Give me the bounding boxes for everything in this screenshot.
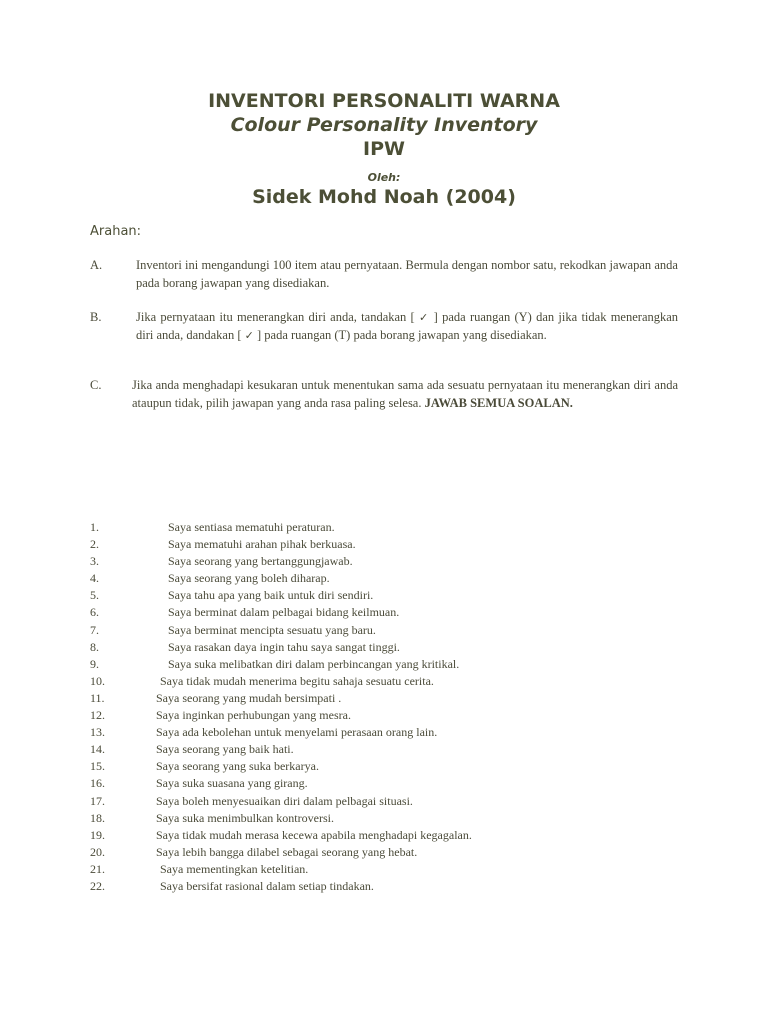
instruction-a-text: Inventori ini mengandungi 100 item atau pernyataan. Bermula dengan nombor satu, rekodkan jawapan anda pada borang jawapan yang disediakan. xyxy=(136,258,678,290)
instruction-b-part2: ] pada ruangan (Y) dan jika tidak menerangkan diri anda, dandakan [ xyxy=(136,310,679,342)
item-number: 13. xyxy=(90,725,105,740)
item-number: 11. xyxy=(90,690,105,705)
instruction-b-letter: B. xyxy=(90,310,102,324)
item-text: Saya suka melibatkan diri dalam perbincangan yang kritikal. xyxy=(168,656,460,671)
title-english: Colour Personality Inventory xyxy=(230,114,538,136)
item-text: Saya rasakan daya ingin tahu saya sangat tinggi. xyxy=(168,639,400,654)
item-text: Saya suka suasana yang girang. xyxy=(156,776,308,791)
instruction-b-part3: ] pada ruangan (T) pada borang jawapan yang disediakan. xyxy=(256,327,547,342)
instruction-b-part1: Jika pernyataan itu menerangkan diri anda, tandakan [ xyxy=(136,310,415,324)
item-number: 9. xyxy=(90,656,99,671)
item-text: Saya seorang yang boleh diharap. xyxy=(168,571,330,586)
item-text: Saya seorang yang baik hati. xyxy=(156,742,294,757)
instruction-c-letter: C. xyxy=(90,378,102,392)
checkmark-icon: ✓ xyxy=(419,311,430,324)
instruction-c-emphasis: JAWAB SEMUA SOALAN. xyxy=(424,395,573,410)
instructions-heading: Arahan: xyxy=(90,224,142,239)
item-text: Saya boleh menyesuaikan diri dalam pelbagai situasi. xyxy=(156,793,413,808)
item-number: 15. xyxy=(90,759,105,774)
item-number: 8. xyxy=(90,639,99,654)
item-number: 2. xyxy=(90,537,99,552)
item-text: Saya berminat mencipta sesuatu yang baru. xyxy=(168,622,376,637)
item-text: Saya sentiasa mematuhi peraturan. xyxy=(168,520,335,534)
item-text: Saya tidak mudah merasa kecewa apabila menghadapi kegagalan. xyxy=(156,827,472,842)
item-text: Saya seorang yang bertanggungjawab. xyxy=(168,554,353,569)
item-text: Saya tahu apa yang baik untuk diri sendiri. xyxy=(168,588,374,603)
item-number: 7. xyxy=(90,622,99,637)
item-text: Saya seorang yang suka berkarya. xyxy=(156,759,319,774)
instruction-a-letter: A. xyxy=(90,258,103,272)
instruction-a xyxy=(90,257,678,292)
item-number: 21. xyxy=(90,861,105,876)
instruction-c-main: Jika anda menghadapi kesukaran untuk menentukan sama ada sesuatu pernyataan itu menerangkan diri anda ataupun tidak, pilih jawapan yang anda rasa paling selesa. xyxy=(132,378,678,410)
item-number: 10. xyxy=(90,673,105,688)
item-text: Saya tidak mudah menerima begitu sahaja sesuatu cerita. xyxy=(160,673,434,688)
author: Sidek Mohd Noah (2004) xyxy=(252,186,516,208)
item-text: Saya ada kebolehan untuk menyelami perasaan orang lain. xyxy=(156,725,438,740)
item-number: 4. xyxy=(90,571,99,586)
item-text: Saya lebih bangga dilabel sebagai seorang yang hebat. xyxy=(156,844,418,859)
by-label: Oleh: xyxy=(367,171,401,184)
instruction-c-text xyxy=(132,377,678,412)
item-number: 14. xyxy=(90,742,105,757)
item-number: 22. xyxy=(90,878,105,893)
item-text: Saya berminat dalam pelbagai bidang keilmuan. xyxy=(168,605,400,620)
title-malay: INVENTORI PERSONALITI WARNA xyxy=(208,90,560,112)
item-number: 5. xyxy=(90,588,99,603)
item-text: Saya inginkan perhubungan yang mesra. xyxy=(156,708,351,723)
item-text: Saya bersifat rasional dalam setiap tindakan. xyxy=(160,878,374,893)
item-number: 12. xyxy=(90,708,105,723)
item-text: Saya seorang yang mudah bersimpati . xyxy=(156,690,342,705)
title-abbreviation: IPW xyxy=(363,138,405,160)
item-number: 1. xyxy=(90,520,99,534)
item-number: 17. xyxy=(90,793,105,808)
item-text: Saya suka menimbulkan kontroversi. xyxy=(156,810,334,825)
instruction-c xyxy=(90,377,678,412)
checkmark-icon: ✓ xyxy=(244,328,254,342)
instruction-b-text xyxy=(136,309,678,344)
item-number: 16. xyxy=(90,776,105,791)
item-number: 18. xyxy=(90,810,105,825)
item-text: Saya mematuhi arahan pihak berkuasa. xyxy=(168,537,356,552)
item-number: 6. xyxy=(90,605,99,620)
item-number: 20. xyxy=(90,844,105,859)
instruction-b xyxy=(90,309,678,344)
item-number: 3. xyxy=(90,554,99,569)
item-number: 19. xyxy=(90,827,105,842)
item-text: Saya mementingkan ketelitian. xyxy=(160,861,309,876)
